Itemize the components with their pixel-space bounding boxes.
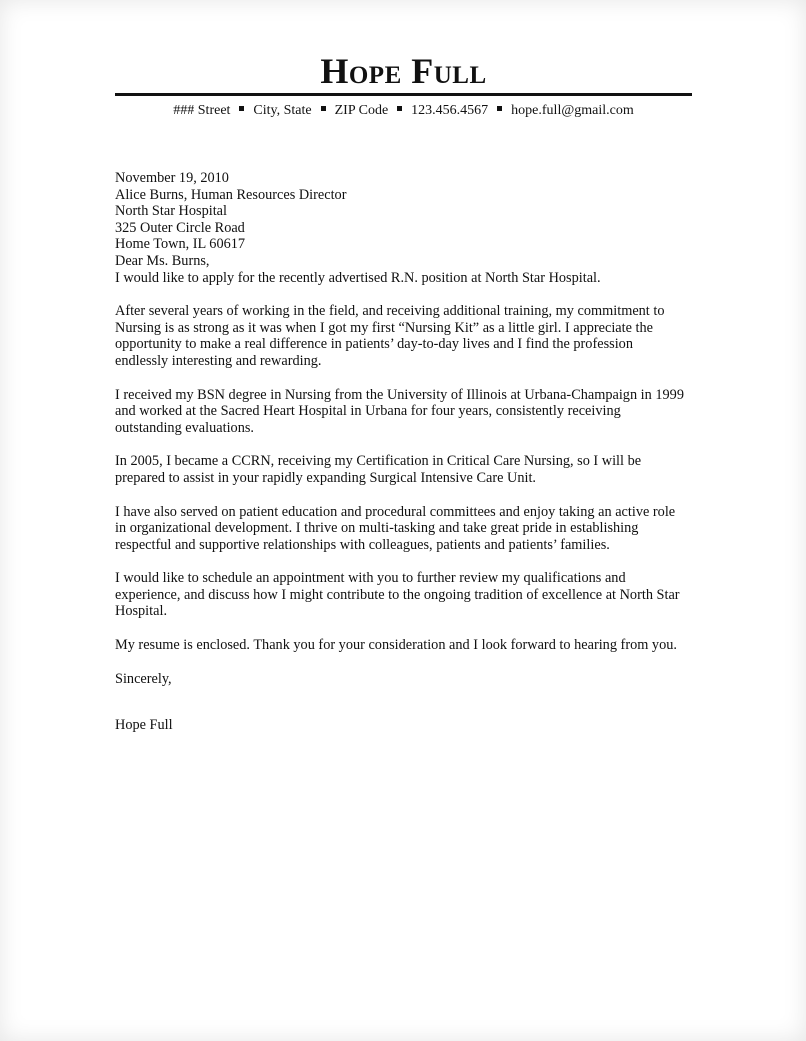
paragraph-line: I would like to schedule an appointment with you to further review my qualifications and (115, 570, 626, 587)
paragraph-line: opportunity to make a real difference in patients’ day-to-day lives and I find the profession (115, 336, 633, 353)
paragraph (115, 570, 695, 620)
paragraph (115, 303, 695, 369)
contact-phone: 123.456.4567 (411, 103, 489, 118)
paragraph-line: respectful and supportive relationships with colleagues, patients and patients’ families. (115, 536, 610, 553)
paragraph-line: After several years of working in the field, and receiving additional training, my commitment to (115, 303, 665, 320)
signature-name: Hope Full (115, 717, 173, 734)
contact-street: ### Street (173, 103, 231, 118)
letter-date: November 19, 2010 (115, 170, 229, 186)
letter-body (115, 170, 695, 734)
paragraph-line: I would like to apply for the recently advertised R.N. position at North Star Hospital. (115, 269, 601, 286)
paragraph (115, 270, 695, 287)
paragraph (115, 504, 695, 554)
paragraph-line: endlessly interesting and rewarding. (115, 352, 322, 369)
contact-email: hope.full@gmail.com (511, 103, 634, 118)
salutation: Dear Ms. Burns, (115, 252, 210, 269)
letterhead (115, 50, 692, 120)
paragraph (115, 453, 695, 486)
paragraph-line: I have also served on patient education and procedural committees and enjoy taking an active role (115, 503, 676, 520)
recipient-line: Home Town, IL 60617 (115, 236, 246, 253)
header-rule (115, 93, 692, 96)
contact-city-state: City, State (253, 103, 312, 118)
contact-line (115, 102, 692, 120)
bullet-separator-icon (239, 106, 244, 111)
paragraph (115, 387, 695, 437)
paragraph-line: Nursing is as strong as it was when I got my first “Nursing Kit” as a little girl. I appreciate the (115, 319, 653, 336)
closing: Sincerely, (115, 670, 172, 687)
paragraph-line: My resume is enclosed. Thank you for your consideration and I look forward to hearing from you. (115, 637, 677, 654)
bullet-separator-icon (397, 106, 402, 111)
sender-name: Hope Full (320, 51, 487, 91)
paragraph-line: outstanding evaluations. (115, 419, 254, 436)
paragraph-line: prepared to assist in your rapidly expanding Surgical Intensive Care Unit. (115, 469, 536, 486)
paragraph-line: experience, and discuss how I might contribute to the ongoing tradition of excellence at North Star (115, 586, 680, 603)
bullet-separator-icon (497, 106, 502, 111)
recipient-line: North Star Hospital (115, 203, 227, 220)
contact-zip: ZIP Code (334, 103, 389, 118)
paragraph-line: In 2005, I became a CCRN, receiving my Certification in Critical Care Nursing, so I will be (115, 453, 642, 470)
paragraph-line: I received my BSN degree in Nursing from the University of Illinois at Urbana-Champaign in 1999 (115, 386, 684, 403)
paragraph-line: Hospital. (115, 603, 168, 620)
paragraph (115, 637, 695, 654)
recipient-line: Alice Burns, Human Resources Director (115, 186, 347, 203)
recipient-address (115, 187, 695, 253)
paragraph-line: and worked at the Sacred Heart Hospital in Urbana for four years, consistently receiving (115, 403, 621, 420)
recipient-line: 325 Outer Circle Road (115, 219, 245, 236)
bullet-separator-icon (321, 106, 326, 111)
paragraph-line: in organizational development. I thrive on multi-tasking and take great pride in establishing (115, 520, 639, 537)
